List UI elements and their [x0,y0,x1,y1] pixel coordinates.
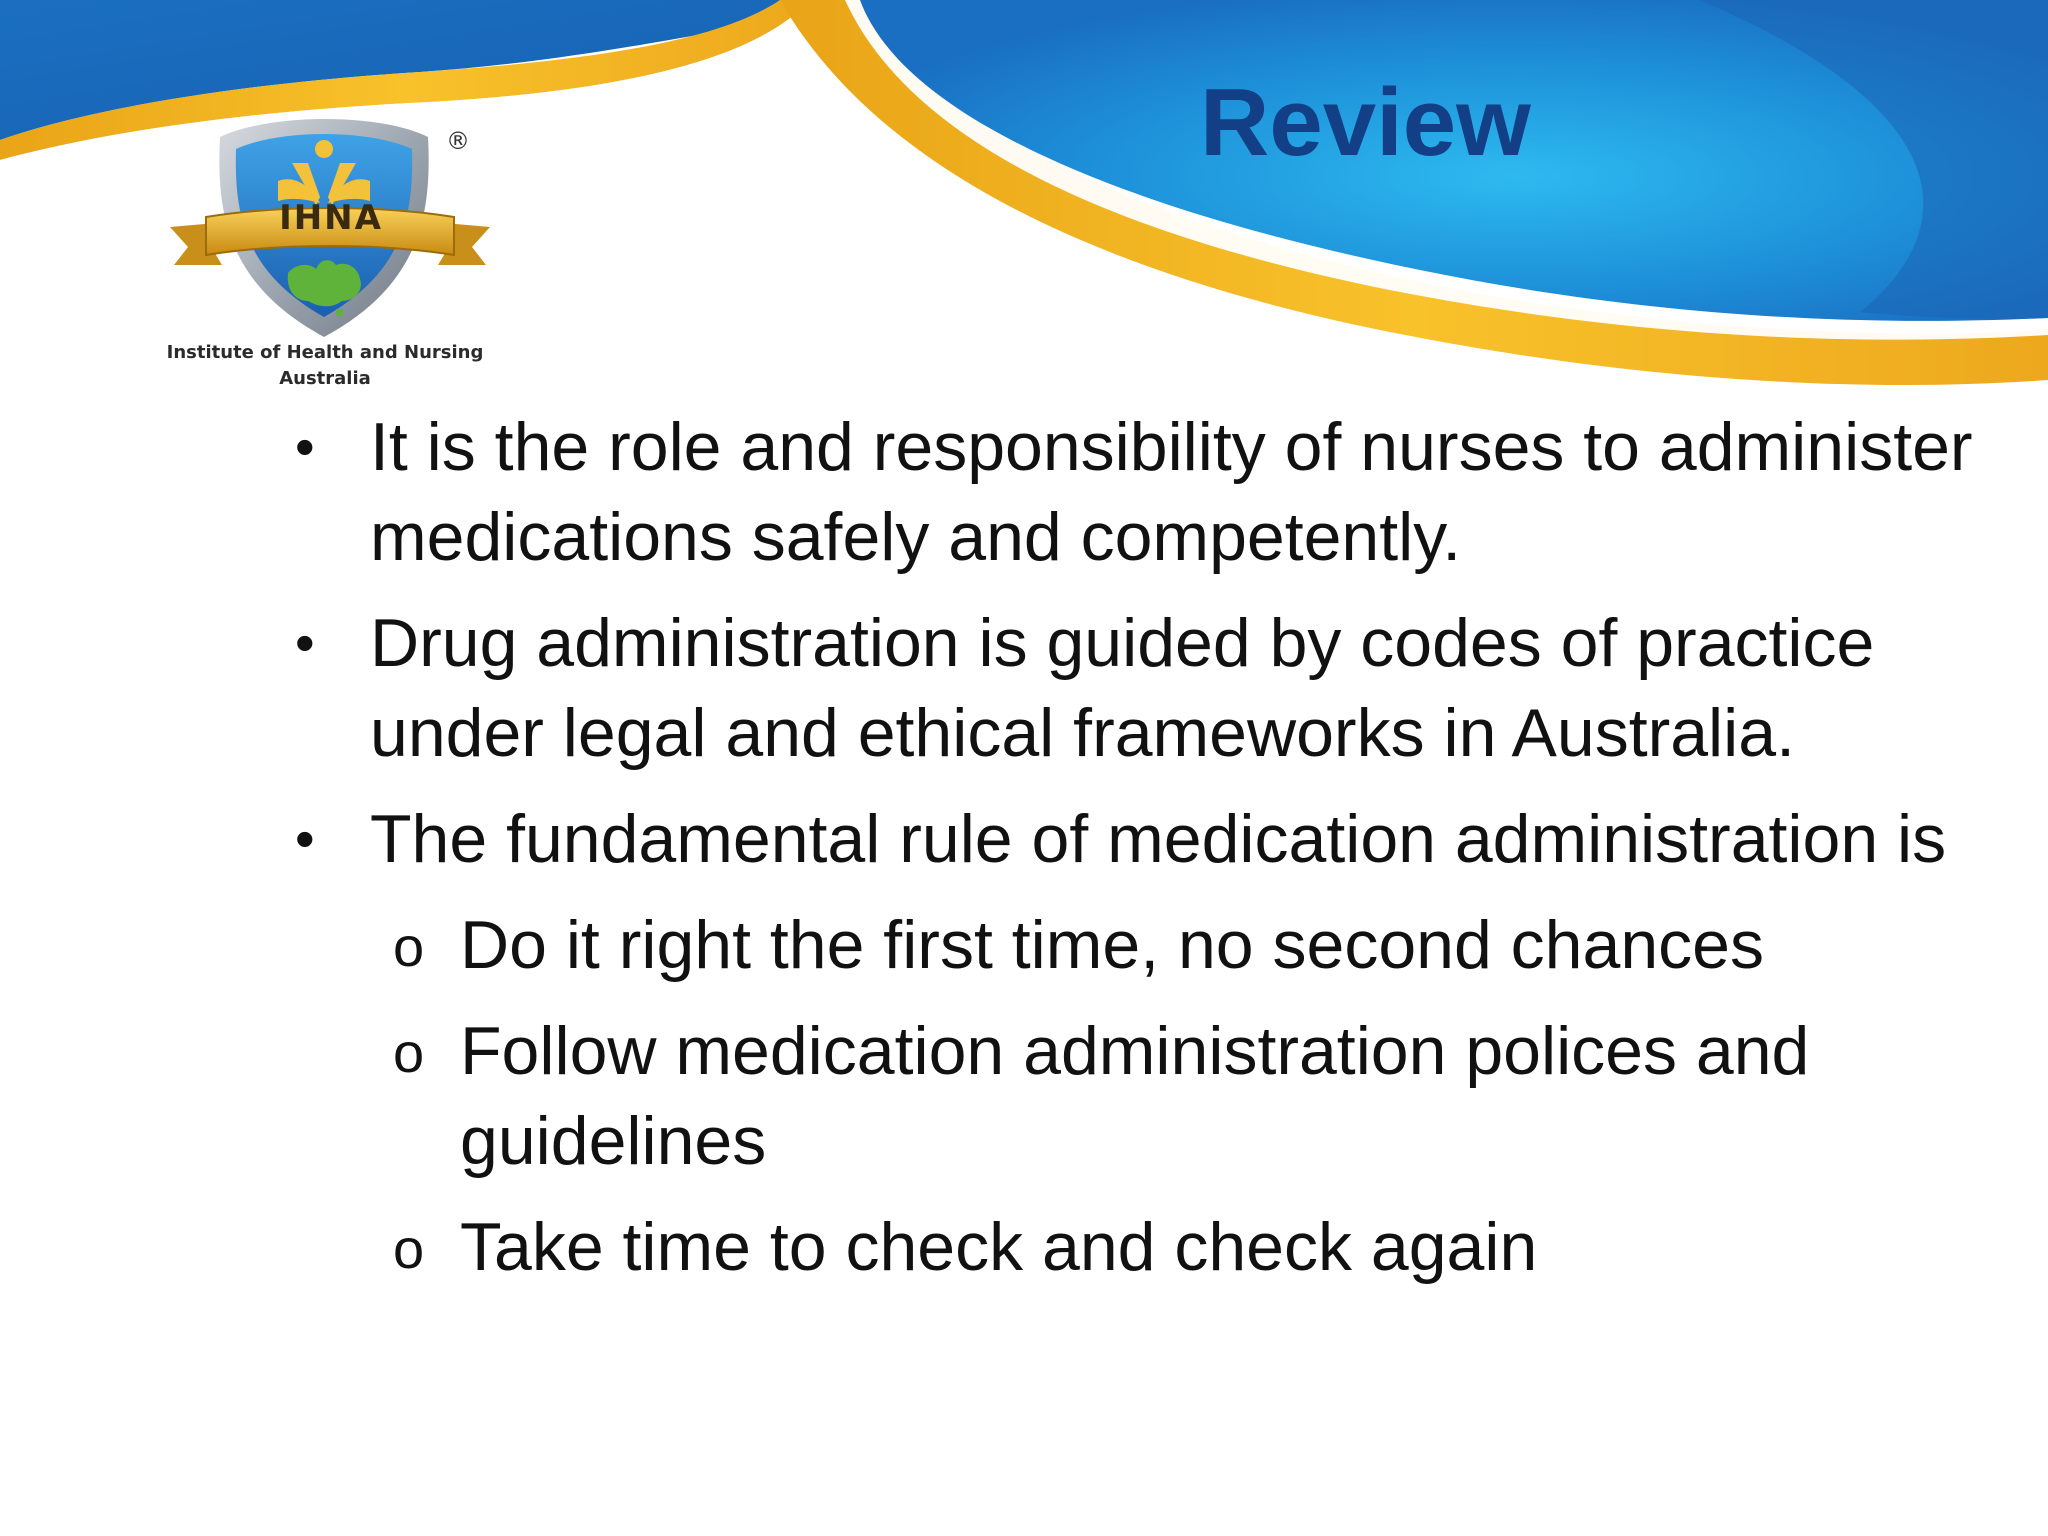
sub-bullet-item [280,1202,1980,1292]
bullet-item [280,402,1980,582]
logo-caption [160,340,490,392]
sub-bullet-text: Follow medication administration polices and guidelines [460,1013,1810,1179]
bullet-text: Drug administration is guided by codes of practice under legal and ethical frameworks in Australia. [370,605,1875,771]
sub-bullet-item [280,1006,1980,1186]
sub-bullet-item [280,900,1980,990]
sub-bullet-text: Do it right the first time, no second chances [460,907,1764,983]
trademark-symbol: ® [446,127,470,155]
logo-caption-line2: Australia [279,368,371,389]
bullet-text: It is the role and responsibility of nurses to administer medications safely and competently. [370,409,1973,575]
bullet-icon: • [295,415,315,478]
bullet-icon: • [295,611,315,674]
sub-bullet-text: Take time to check and check again [460,1209,1538,1285]
sub-bullet-icon: o [393,915,425,978]
sub-bullet-icon: o [393,1021,425,1084]
slide-title: Review [1200,69,1531,176]
bullet-item [280,598,1980,778]
logo-ihna-text: IHNA [279,198,383,238]
bullet-icon: • [295,807,315,870]
sub-bullet-icon: o [393,1217,425,1280]
bullet-text: The fundamental rule of medication administration is [370,801,1947,877]
logo-caption-line1: Institute of Health and Nursing [166,342,484,363]
slide-content [280,402,1980,1308]
bullet-item [280,794,1980,884]
